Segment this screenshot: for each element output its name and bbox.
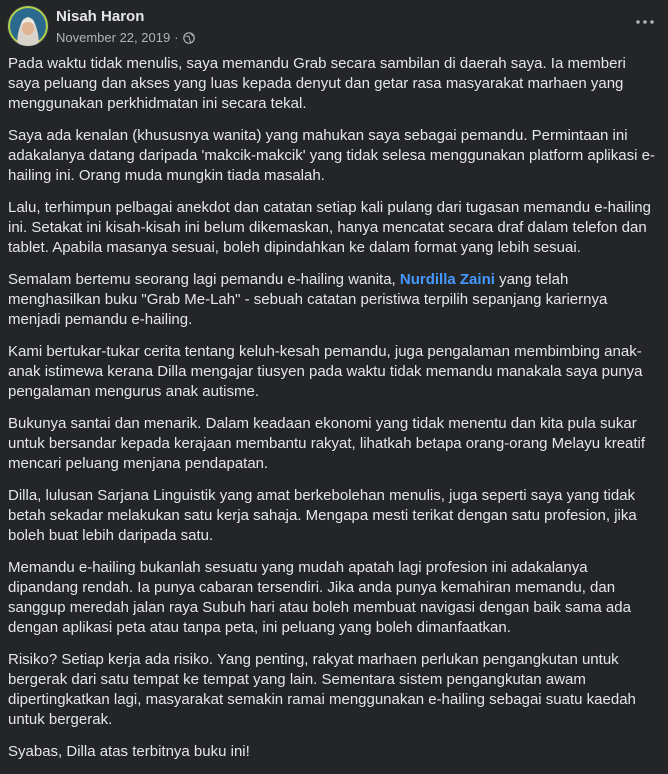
post-paragraph: Risiko? Setiap kerja ada risiko. Yang penting, rakyat marhaen perlukan pengangkutan untuk bergerak dari satu tempat ke tempat yang lain. Sementara sistem pengangkutan awam dipertingkatkan lagi, masyarakat semakin ramai menggunakan e-hailing sebagai suatu kaedah untuk bergerak. [8, 651, 636, 728]
post-author[interactable]: Nisah Haron [56, 8, 145, 25]
post-paragraph: Dilla, lulusan Sarjana Linguistik yang amat berkebolehan menulis, juga seperti saya yang tidak betah sekadar melakukan satu kerja sahaja. Mengapa mesti terikat dengan satu profesion, jika boleh buat lebih daripada satu. [8, 487, 637, 544]
post-paragraph: Pada waktu tidak menulis, saya memandu Grab secara sambilan di daerah saya. Ia memberi saya peluang dan akses yang luas kepada denyut dan getar rasa masyarakat marhaen yang menggunakan perkhidmatan ini secara tekal. [8, 55, 626, 112]
post-paragraph [8, 270, 660, 330]
post-paragraph: Bukunya santai dan menarik. Dalam keadaan ekonomi yang tidak menentu dan kita pula sukar untuk bersandar kepada kerajaan membantu rakyat, lihatkah betapa orang-orang Melayu kreatif mencari peluang menjana pendapatan. [8, 415, 646, 472]
avatar[interactable] [8, 6, 48, 46]
post-header [0, 0, 668, 50]
post-paragraph: Kami bertukar-tukar cerita tentang keluh-kesah pemandu, juga pengalaman membimbing anak-anak istimewa kerana Dilla mengajar tiusyen pada waktu tidak memandu manakala saya punya pengalaman mengurus anak autisme. [8, 343, 643, 400]
mention-link[interactable]: Nurdilla Zaini [399, 271, 495, 288]
post-paragraph: Syabas, Dilla atas terbitnya buku ini! [8, 743, 250, 760]
more-options-icon[interactable] [632, 12, 658, 32]
globe-icon[interactable] [183, 32, 195, 44]
post-body [8, 54, 660, 774]
post-date[interactable]: November 22, 2019 [56, 30, 171, 45]
post-paragraph: Saya ada kenalan (khususnya wanita) yang mahukan saya sebagai pemandu. Permintaan ini adakalanya datang daripada 'makcik-makcik' yang tidak selesa menggunakan platform aplikasi e-hailing ini. Orang muda mungkin tiada masalah. [8, 127, 655, 184]
post-paragraph: Memandu e-hailing bukanlah sesuatu yang mudah apatah lagi profesion ini adakalanya dipandang rendah. Ia punya cabaran tersendiri. Jika anda punya kemahiran memandu, dan sanggup meredah jalan raya Subuh hari atau boleh membuat navigasi dengan baik sama ada dengan aplikasi peta atau tanpa peta, ini peluang yang boleh dimanfaatkan. [8, 559, 631, 636]
post-paragraph: Lalu, terhimpun pelbagai anekdot dan catatan setiap kali pulang dari tugasan memandu e-hailing ini. Setakat ini kisah-kisah ini belum dikemaskan, hanya mencatat secara draf dalam telefon dan tablet. Apabila masanya sesuai, boleh dipindahkan ke dalam format yang lebih sesuai. [8, 199, 651, 256]
paragraph-text: yang telah menghasilkan buku "Grab Me-Lah" - sebuah catatan peristiwa terpilih sepanjang kariernya menjadi pemandu e-hailing. [8, 271, 608, 328]
paragraph-text: Semalam bertemu seorang lagi pemandu e-hailing wanita, [8, 271, 400, 288]
post-meta [56, 30, 195, 45]
meta-separator: · [174, 30, 179, 45]
